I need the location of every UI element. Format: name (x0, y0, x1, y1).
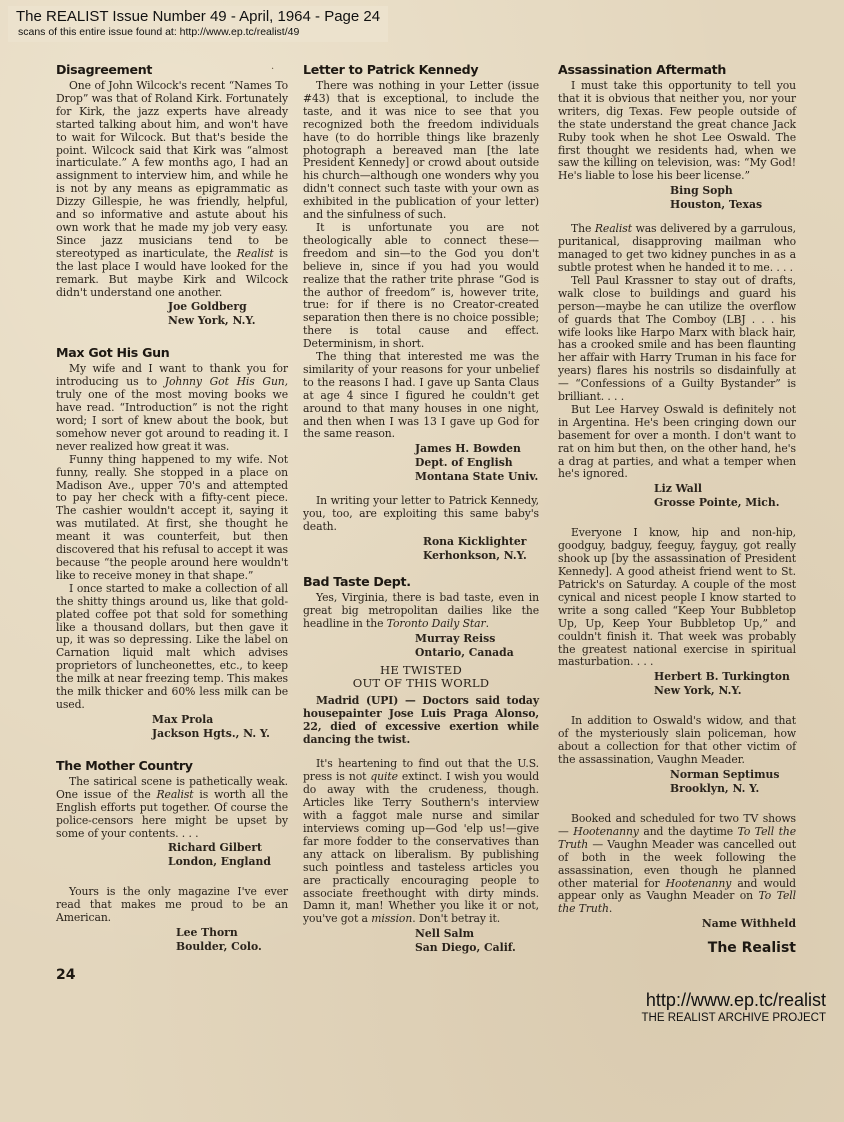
letter-body: Tell Paul Krassner to stay out of drafts, walk close to buildings and guard his person—maybe he can utilize the overflow of guards that The Comboy (LBJ . . . his wife looks like Harpo Marx with black hair, has a crooked smile and has been flaunting her affair with Harry Truman in his face for years) flares his nostrils so disdainfully at — “Confessions of a Guilty Bystander” is brilliant. . . . (558, 273, 796, 404)
section-heading: Letter to Patrick Kennedy (303, 62, 479, 77)
page-number: 24 (56, 967, 76, 984)
signature-name: Joe Goldberg (168, 300, 247, 314)
letter-body: It is unfortunate you are not theologically able to connect these—freedom and sin—to the God you don't believe in, since if you had you would realize that the rather trite phrase “God is the author of freedom” is, however trite, true: for if there is no Creator-created separation then there is no choice possible; there is total cause and effect. Determinism, in short. (303, 220, 539, 351)
letter-body: The thing that interested me was the similarity of your reasons for your unbelief to the reasons I had. I gave up Santa Claus at age 4 since I figured he couldn't get around to that many houses in one night, and then when I was 13 I gave up God for the same reason. (303, 350, 539, 441)
letter-body: Funny thing happened to my wife. Not funny, really. She stopped in a place on Madison Ave., upper 70's and attempted to pay her check with a fifty-cent piece. The cashier wouldn't accept it, saying it was mutilated. At first, she thought he meant it was counterfeit, but then discovered that his refusal to accept it was because “the people around here wouldn't like to receive money in that shape.” (56, 452, 288, 582)
clipping-headline (303, 664, 539, 691)
signature-place: New York, N.Y. (168, 314, 256, 328)
letter-max-got-his-gun (56, 345, 288, 739)
signature-place: Kerhonkson, N.Y. (423, 549, 527, 563)
letter-withheld (558, 813, 796, 930)
section-heading: Disagreement (56, 62, 153, 77)
signature-name: Murray Reiss (415, 631, 496, 645)
letter-body: I must take this opportunity to tell you that it is obvious that neither you, nor your writers, dig Texas. Few people outside of the state understand the great chance Jack Ruby took when he shot Lee Oswald. The first thought we residents had, when we saw the killing on television, was: “My God! He's liable to lose his beer license.” (558, 79, 796, 183)
signature-name: Bing Soph (670, 184, 733, 198)
letter-wall (558, 223, 796, 509)
archive-footer-project: THE REALIST ARCHIVE PROJECT (641, 1012, 826, 1025)
section-heading: The Mother Country (56, 757, 193, 773)
letter-body: In writing your letter to Patrick Kennedy, you, too, are exploiting this same baby's death. (303, 494, 539, 534)
column-middle (303, 62, 539, 954)
archive-header-title: The REALIST Issue Number 49 - April, 1964 - Page 24 (16, 8, 381, 25)
magazine-page (56, 62, 801, 984)
archive-header (8, 6, 388, 42)
column-right (558, 62, 796, 957)
archive-footer (0, 990, 826, 1025)
letter-body: One of John Wilcock's recent “Names To Drop” was that of Roland Kirk. Fortunately for Kirk, the jazz experts have already started talking about him, and won't have to wait for Wilcock. But that's beside the point. Wilcock said that Kirk was “almost inarticulate.” A few months ago, I had an assignment to interview him, and while he is not by any means as epigrammatic as Dizzy Gillespie, he was friendly, helpful, and so informative and astute about his own work that he made my job very easy. Since jazz musicians tend to be stereotyped as inarticulate, the Realist is the last place I would have looked for the remark. But maybe Kirk and Wilcock didn't understand one another. (56, 79, 288, 299)
letter-thorn (56, 886, 288, 953)
signature-dept: Dept. of English (415, 456, 513, 470)
letter-body: But Lee Harvey Oswald is definitely not in Argentina. He's been cringing down our basement for over a month. I don't want to rat on him but then, on the other hand, he's a drag at parties, and what a temper when he's ignored. (558, 402, 796, 481)
letter-body: Everyone I know, hip and non-hip, goodguy, badguy, feeguy, fayguy, got really shook up [by the assassination of President Kennedy]. A good atheist friend went to St. Patrick's on Saturday. A couple of the most cynical and nicest people I know started to write a song called “Keep Your Bubbletop Up, Up, Keep Your Bubbletop Up,” and couldn't finish it. That week was probably the greatest national exercise in spiritual masturbation. . . . (558, 526, 796, 669)
signature-name: Name Withheld (701, 917, 796, 931)
letter-disagreement (56, 62, 288, 327)
letter-turkington (558, 527, 796, 697)
signature-place: Jackson Hgts., N. Y. (152, 726, 270, 740)
letter-bad-taste (303, 574, 539, 746)
signature-place: Brooklyn, N. Y. (670, 781, 760, 795)
letter-body: There was nothing in your Letter (issue #43) that is exceptional, to include the taste, and it was nice to see that you recognized both the freedom individuals have (to do horrible things like brazenly photograph a bereaved man [the late President Kennedy] or crowd about outside his church—although one wonders why you didn't connect such taste with your own as exhibited in the publication of your letter) and the sinfulness of such. (303, 79, 539, 222)
signature-name: Max Prola (152, 712, 214, 726)
signature-place: New York, N.Y. (654, 684, 742, 698)
letter-rona (303, 495, 539, 562)
letter-body: I once started to make a collection of all the shitty things around us, like that gold-plated coffee pot that sold for something like a thousand dollars, but then gave it up, it was so depressing. Like the label on Carnation liquid malt which advises proprietors of luncheonettes, etc., to keep the milk at near freezing temp. This makes the milk thicker and 60% less milk can be used. (56, 581, 288, 711)
clipping-headline-line-2: OUT OF THIS WORLD (352, 676, 490, 691)
signature-name: Norman Septimus (670, 767, 780, 781)
section-heading: Max Got His Gun (56, 345, 170, 361)
signature-name: Herbert B. Turkington (654, 670, 790, 684)
section-heading: Bad Taste Dept. (303, 574, 411, 590)
signature-place: Montana State Univ. (415, 470, 539, 484)
letter-body: The Realist was delivered by a garrulous, puritanical, disapproving mailman who managed to get two kidney punches in as a subtle protest when he handed it to me. . . . (558, 222, 796, 274)
archive-header-link[interactable]: scans of this entire issue found at: http://www.ep.tc/realist/49 (18, 26, 300, 38)
column-left (56, 62, 288, 984)
letter-septimus (558, 715, 796, 795)
letter-body: My wife and I want to thank you for introducing us to Johnny Got His Gun, truly one of the most moving books we have read. “Introduction” is not the right word; I sort of knew about the book, but somehow never got around to reading it. I never realized how great it was. (56, 362, 288, 453)
signature-place: San Diego, Calif. (415, 941, 516, 955)
signature-place: Grosse Pointe, Mich. (654, 496, 780, 510)
signature-name: Liz Wall (654, 482, 702, 496)
signature-place: Houston, Texas (670, 198, 763, 212)
letter-body: Yours is the only magazine I've ever read that makes me proud to be an American. (56, 885, 288, 925)
signature-place: Boulder, Colo. (176, 940, 262, 954)
letter-body: It's heartening to find out that the U.S. press is not quite extinct. I wish you would do away with the crudeness, though. Articles like Terry Southern's interview with a faggot male nurse and similar interviews coming up—God 'elp us!—give far more fodder to the conservatives than any attack on liberalism. By publishing such pointless and tasteless articles you are practically encouraging people to associate freethought with dirty minds. Damn it, man! Whether you like it or not, you've got a mission. Don't betray it. (303, 757, 540, 926)
letter-body: The satirical scene is pathetically weak. One issue of the Realist is worth all the English efforts put together. Of course the police-censors here might be upset by some of your contents. . . . (56, 774, 289, 840)
masthead-footer: The Realist (707, 940, 796, 957)
signature-name: Lee Thorn (176, 926, 238, 940)
archive-footer-link[interactable]: http://www.ep.tc/realist (645, 990, 826, 1011)
signature-place: London, England (168, 855, 271, 869)
signature-name: Richard Gilbert (168, 841, 263, 855)
signature-name: Nell Salm (415, 927, 475, 941)
signature-name: Rona Kicklighter (423, 535, 527, 549)
letter-patrick-kennedy (303, 62, 539, 483)
print-speck: · (271, 64, 275, 75)
letter-salm (303, 758, 539, 954)
letter-body: In addition to Oswald's widow, and that of the mysteriously slain policeman, how about a collection for that other victim of the assassination, Vaughn Meader. (558, 714, 796, 767)
letter-body: Booked and scheduled for two TV shows — Hootenanny and the daytime To Tell the Truth — Vaughn Meader was cancelled out of both in the week following the assassination, even though he planned other material for Hootenanny and would appear only as Vaughn Meader on To Tell the Truth. (558, 811, 797, 916)
signature-place: Ontario, Canada (415, 645, 514, 659)
section-heading: Assassination Aftermath (558, 62, 727, 77)
clipping-body: Madrid (UPI) — Doctors said today housepainter Jose Luis Praga Alonso, 22, died of excessive exertion while dancing the twist. (303, 693, 539, 746)
letter-assassination-aftermath (558, 62, 796, 211)
clipping-headline-line-1: HE TWISTED (380, 662, 462, 677)
signature-name: James H. Bowden (415, 442, 521, 456)
letter-body: Yes, Virginia, there is bad taste, even in great big metropolitan dailies like the headline in the Toronto Daily Star. (303, 591, 539, 630)
letter-mother-country (56, 758, 288, 869)
